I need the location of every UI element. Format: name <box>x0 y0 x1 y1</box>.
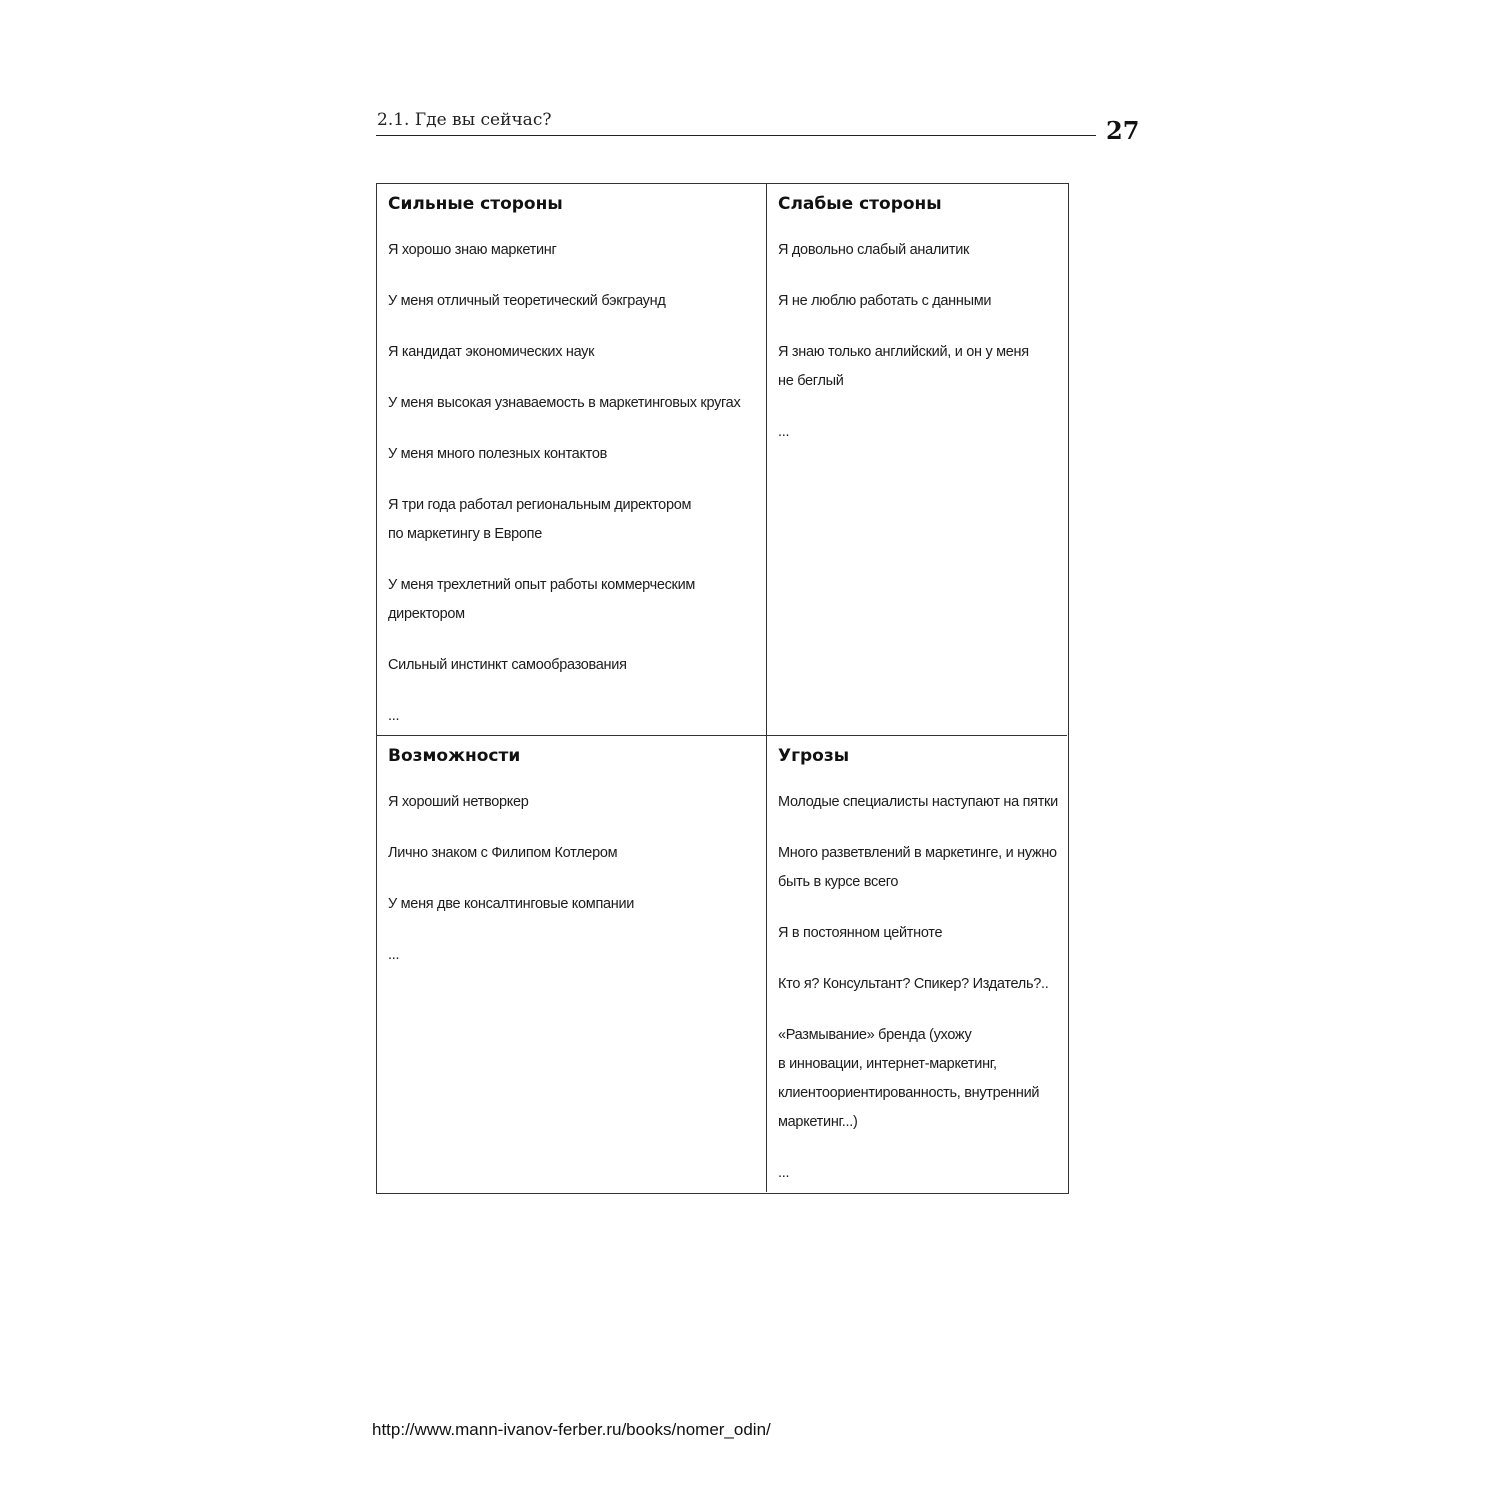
page-number: 27 <box>1106 116 1140 145</box>
list-item: ... <box>388 708 400 724</box>
weaknesses-quadrant <box>767 184 1067 736</box>
list-item: ... <box>388 947 400 963</box>
opportunities-title: Возможности <box>388 746 521 766</box>
list-item: Молодые специалисты наступают на пятки <box>778 794 1058 810</box>
list-item: У меня трехлетний опыт работы коммерческим директором <box>388 577 696 622</box>
section-title: 2.1. Где вы сейчас? <box>377 110 552 130</box>
running-header <box>376 108 1096 136</box>
threats-title: Угрозы <box>778 746 850 766</box>
list-item: Кто я? Консультант? Спикер? Издатель?.. <box>778 976 1049 992</box>
list-item: У меня отличный теоретический бэкграунд <box>388 293 666 309</box>
list-item: Лично знаком с Филипом Котлером <box>388 845 618 861</box>
weaknesses-list <box>778 236 1059 447</box>
list-item: Я три года работал региональным директором по маркетингу в Европе <box>388 497 692 542</box>
list-item: Я кандидат экономических наук <box>388 344 595 360</box>
opportunities-list <box>388 788 758 970</box>
list-item: У меня много полезных контактов <box>388 446 607 462</box>
list-item: Я не люблю работать с данными <box>778 293 992 309</box>
threats-list <box>778 788 1059 1188</box>
threats-quadrant <box>767 736 1067 1192</box>
list-item: «Размывание» бренда (ухожу в инновации, интернет-маркетинг, клиентоориентированность, внутренний маркетинг...) <box>778 1027 1040 1130</box>
strengths-title: Сильные стороны <box>388 194 563 214</box>
footer-url: http://www.mann-ivanov-ferber.ru/books/nomer_odin/ <box>372 1420 771 1439</box>
swot-table <box>376 183 1069 1194</box>
list-item: Сильный инстинкт самообразования <box>388 657 627 673</box>
list-item: ... <box>778 1165 790 1181</box>
strengths-quadrant <box>377 184 767 736</box>
list-item: ... <box>778 424 790 440</box>
list-item: Много разветвлений в маркетинге, и нужно быть в курсе всего <box>778 845 1057 890</box>
weaknesses-title: Слабые стороны <box>778 194 942 214</box>
list-item: Я знаю только английский, и он у меня не беглый <box>778 344 1029 389</box>
opportunities-quadrant <box>377 736 767 1192</box>
list-item: У меня высокая узнаваемость в маркетинговых кругах <box>388 395 741 411</box>
list-item: У меня две консалтинговые компании <box>388 896 635 912</box>
list-item: Я хорошо знаю маркетинг <box>388 242 557 258</box>
list-item: Я в постоянном цейтноте <box>778 925 943 941</box>
list-item: Я хороший нетворкер <box>388 794 529 810</box>
strengths-list <box>388 236 758 731</box>
list-item: Я довольно слабый аналитик <box>778 242 970 258</box>
